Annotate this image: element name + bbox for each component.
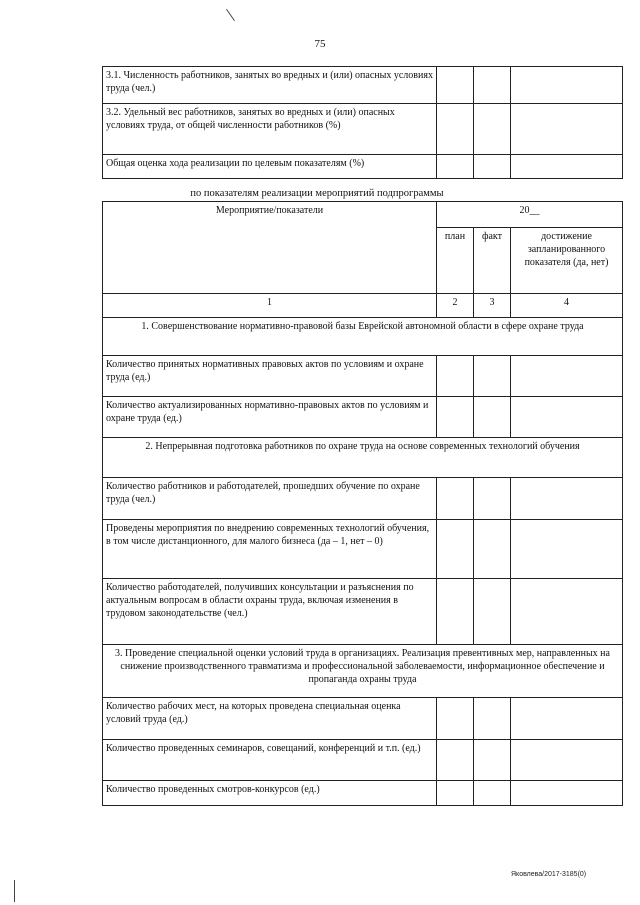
header-year: 20__: [437, 202, 623, 228]
subtitle: по показателям реализации мероприятий подпрограммы: [190, 188, 444, 199]
indicator-label: 3.2. Удельный вес работников, занятых во вредных и (или) опасных условиях труда, от общей численности работников (%): [103, 104, 437, 155]
table-row: [103, 579, 623, 645]
table-row: [103, 740, 623, 781]
row-label: Количество работодателей, получивших консультации и разъяснения по актуальным вопросам в области охраны труда, включая изменения в трудовом законодательстве (чел.): [103, 579, 437, 645]
table-row: [103, 397, 623, 438]
section-title: 3. Проведение специальной оценки условий труда в организациях. Реализация превентивных мер, направленных на снижение производственного травматизма и профессиональной заболеваемости, информационное обеспечение и пропаганда охраны труда: [103, 645, 623, 698]
row-label: Количество принятых нормативных правовых актов по условиям и охране труда (ед.): [103, 356, 437, 397]
table-row: [103, 478, 623, 520]
indicator-label: 3.1. Численность работников, занятых во вредных и (или) опасных условиях труда (чел.): [103, 67, 437, 104]
header-measure: Мероприятие/показатели: [103, 202, 437, 294]
header-achievement: достижение запланированного показателя (да, нет): [511, 228, 623, 294]
row-label: Количество проведенных семинаров, совещаний, конференций и т.п. (ед.): [103, 740, 437, 781]
scan-mark: [226, 9, 235, 21]
activities-table: [102, 201, 623, 806]
row-label: Количество рабочих мест, на которых проведена специальная оценка условий труда (ед.): [103, 698, 437, 740]
section-title: 2. Непрерывная подготовка работников по охране труда на основе современных технологий обучения: [103, 438, 623, 478]
table-row: [103, 155, 623, 179]
column-number: 2: [437, 294, 474, 318]
table-row: [103, 356, 623, 397]
indicator-label: Общая оценка хода реализации по целевым показателям (%): [103, 155, 437, 179]
section-title: 1. Совершенствование нормативно-правовой базы Еврейской автономной области в сфере охране труда: [103, 318, 623, 356]
indicators-table: [102, 66, 623, 179]
row-label: Количество работников и работодателей, прошедших обучение по охране труда (чел.): [103, 478, 437, 520]
scan-mark: [14, 880, 15, 902]
column-number: 4: [511, 294, 623, 318]
column-number: 3: [474, 294, 511, 318]
table-row: [103, 781, 623, 806]
document-reference: Яковлева/2017-3185(0): [511, 871, 587, 878]
table-row: [103, 67, 623, 104]
header-plan: план: [437, 228, 474, 294]
column-number: 1: [103, 294, 437, 318]
table-row: [103, 104, 623, 155]
row-label: Количество проведенных смотров-конкурсов (ед.): [103, 781, 437, 806]
row-label: Количество актуализированных нормативно-правовых актов по условиям и охране труда (ед.): [103, 397, 437, 438]
page-number: 75: [314, 38, 326, 50]
table-row: [103, 698, 623, 740]
table-row: [103, 520, 623, 579]
header-fact: факт: [474, 228, 511, 294]
row-label: Проведены мероприятия по внедрению современных технологий обучения, в том числе дистанционного, для малого бизнеса (да – 1, нет – 0): [103, 520, 437, 579]
